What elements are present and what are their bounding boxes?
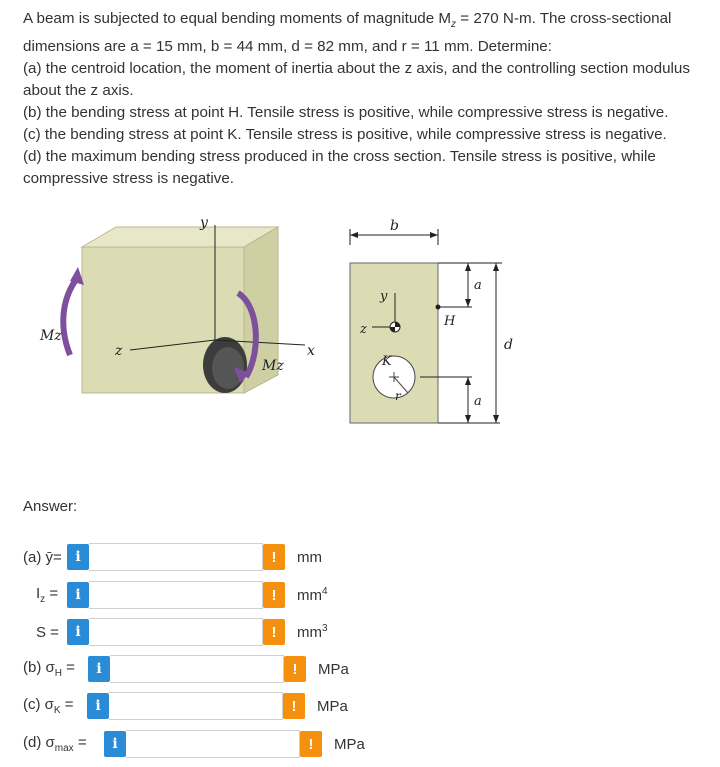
answer-row-iz: [36, 580, 328, 610]
sigma-k-input[interactable]: [109, 692, 283, 720]
moment-arrow-left-icon: [63, 277, 78, 355]
problem-statement: [23, 8, 715, 190]
moment-right-label: Mz: [262, 358, 284, 374]
sigma-h-unit: MPa: [318, 660, 349, 678]
answer-heading: Answer:: [23, 498, 78, 515]
warning-icon[interactable]: !: [284, 656, 306, 682]
iz-unit: $mm^4$: [297, 586, 328, 604]
info-icon[interactable]: i: [67, 619, 89, 645]
answer-row-sigma-k: [23, 691, 348, 721]
info-icon[interactable]: i: [104, 731, 126, 757]
sigma-h-label: (b) $\sigma_H$ =: [23, 659, 75, 679]
sigma-h-input[interactable]: [110, 655, 284, 683]
radius-label: r: [395, 389, 401, 403]
section-y-label: y: [380, 289, 388, 304]
answer-row-s: [36, 617, 328, 647]
answer-row-sigma-h: [23, 654, 349, 684]
dim-a-top-label: a: [474, 278, 482, 293]
answer-row-ybar: [23, 542, 322, 572]
axis-y-label: y: [200, 215, 208, 231]
iz-input[interactable]: [89, 581, 263, 609]
warning-icon[interactable]: !: [263, 582, 285, 608]
beam-figure: [20, 205, 540, 445]
iz-label: $I_z$ =: [36, 585, 59, 605]
warning-icon[interactable]: !: [283, 693, 305, 719]
cross-section: [350, 263, 438, 423]
ybar-input[interactable]: [89, 543, 263, 571]
section-z-label: z: [360, 322, 367, 337]
s-input[interactable]: [89, 618, 263, 646]
sigma-k-label: (c) $\sigma_K$ =: [23, 696, 74, 716]
s-unit: $mm^3$: [297, 623, 328, 641]
problem-part-c: (c) the bending stress at point K. Tensile stress is positive, while compressive stress is negative.: [23, 126, 667, 144]
info-icon[interactable]: i: [88, 656, 110, 682]
info-icon[interactable]: i: [67, 582, 89, 608]
warning-icon[interactable]: !: [263, 544, 285, 570]
point-K-label: K: [382, 354, 392, 369]
s-label: S =: [36, 623, 59, 641]
problem-part-d: (d) the maximum bending stress produced in the cross section. Tensile stress is positive, while compressive stress is negative.: [23, 148, 656, 188]
info-icon[interactable]: i: [87, 693, 109, 719]
ybar-label: (a) ȳ=: [23, 548, 62, 566]
dim-b-label: b: [390, 218, 399, 234]
dim-d-label: d: [504, 337, 513, 353]
warning-icon[interactable]: !: [263, 619, 285, 645]
axis-x-label: x: [307, 343, 315, 359]
axis-z-label: z: [115, 343, 123, 359]
sigma-k-unit: MPa: [317, 697, 348, 715]
problem-part-b: (b) the bending stress at point H. Tensile stress is positive, while compressive stress is negative.: [23, 104, 669, 122]
dim-a-bottom-label: a: [474, 394, 482, 409]
answer-row-sigma-max: [23, 729, 365, 759]
point-H-label: H: [444, 314, 456, 329]
warning-icon[interactable]: !: [300, 731, 322, 757]
moment-left-label: Mz: [40, 328, 62, 344]
problem-part-a: (a) the centroid location, the moment of inertia about the z axis, and the controlling section modulus about the z axis.: [23, 60, 690, 100]
sigma-max-label: (d) $\sigma_{max}$ =: [23, 734, 87, 754]
ybar-unit: mm: [297, 548, 322, 566]
sigma-max-unit: MPa: [334, 735, 365, 753]
info-icon[interactable]: i: [67, 544, 89, 570]
problem-intro: A beam is subjected to equal bending moments of magnitude $M_z = 270$ N-m. The cross-sectional dimensions are a = 15 mm, b = 44 mm, d = 82 mm, and r = 11 mm. Determine:: [23, 10, 672, 56]
sigma-max-input[interactable]: [126, 730, 300, 758]
